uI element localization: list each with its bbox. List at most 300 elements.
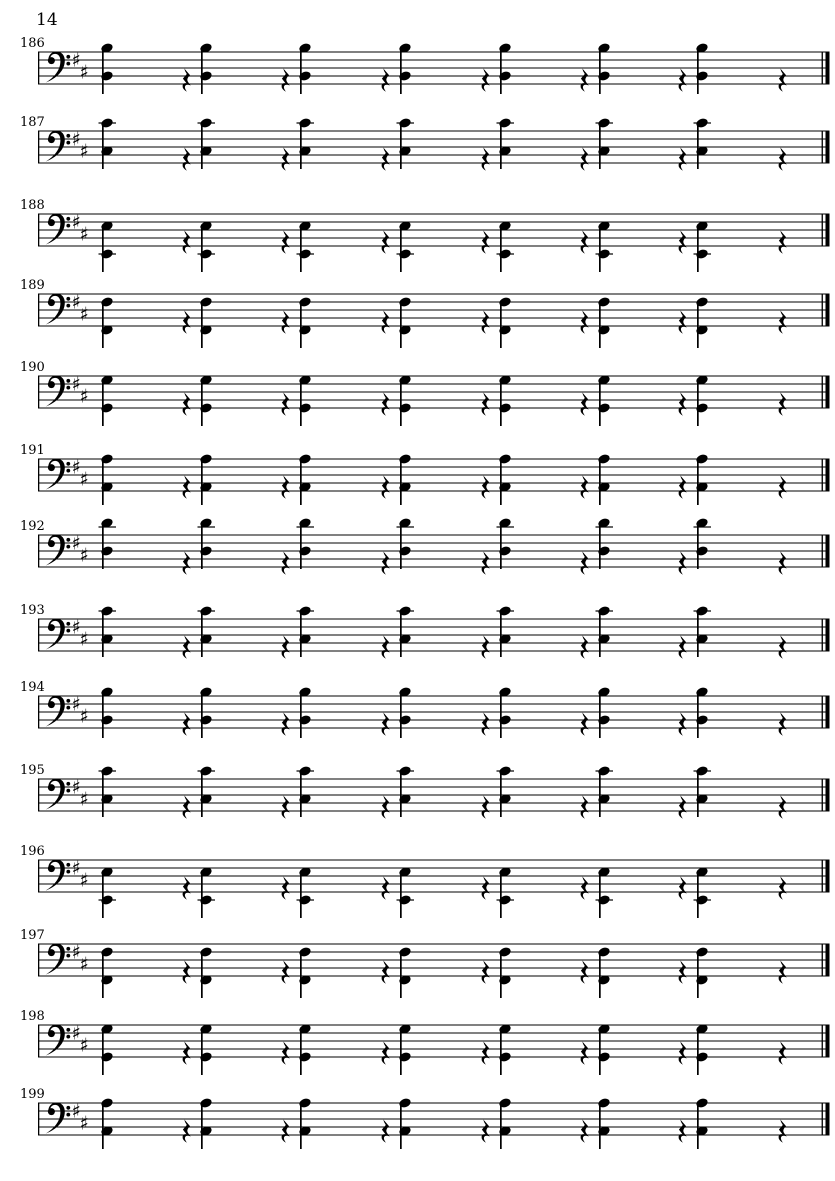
- final-barline-thin: [822, 52, 823, 84]
- note-chord: [199, 1097, 213, 1149]
- note-stem: [599, 523, 601, 569]
- quarter-rest-icon: [779, 311, 787, 334]
- bass-clef-icon: [46, 944, 71, 975]
- bass-clef-icon: [46, 535, 71, 566]
- note-chord: [100, 1097, 114, 1149]
- note-stem: [102, 523, 104, 569]
- quarter-rest-icon: [581, 1120, 589, 1143]
- quarter-rest-icon: [183, 713, 191, 736]
- quarter-rest-icon: [482, 961, 490, 984]
- quarter-rest-icon: [382, 476, 390, 499]
- quarter-rest-icon: [779, 231, 787, 254]
- start-barline: [38, 214, 39, 246]
- quarter-rest-icon: [581, 393, 589, 416]
- note-chord: [596, 765, 614, 817]
- note-chord: [597, 946, 611, 998]
- final-barline-thin: [822, 294, 823, 326]
- quarter-rest-icon: [282, 69, 290, 92]
- quarter-rest-icon: [482, 311, 490, 334]
- measure-number-label: 197: [20, 928, 45, 943]
- note-stem: [102, 611, 104, 657]
- quarter-rest-icon: [282, 311, 290, 334]
- note-stem: [697, 380, 699, 426]
- note-stem: [599, 459, 601, 505]
- note-chord: [398, 1097, 412, 1149]
- final-barline-thick: [826, 1103, 830, 1135]
- bass-clef-icon: [46, 696, 71, 727]
- note-stem: [400, 872, 402, 918]
- note-chord: [99, 765, 117, 817]
- quarter-rest-icon: [679, 393, 687, 416]
- note-stem: [102, 123, 104, 169]
- start-barline: [38, 779, 39, 811]
- final-barline-thick: [826, 696, 830, 728]
- note-chord: [198, 117, 216, 169]
- note-chord: [100, 946, 114, 998]
- bass-clef-icon: [46, 1103, 71, 1134]
- start-barline: [38, 294, 39, 326]
- note-stem: [400, 1103, 402, 1149]
- note-stem: [102, 952, 104, 998]
- note-stem: [102, 771, 104, 817]
- quarter-rest-icon: [779, 877, 787, 900]
- quarter-rest-icon: [679, 961, 687, 984]
- measure-number-label: 187: [20, 115, 45, 130]
- note-chord: [297, 117, 315, 169]
- note-stem: [500, 771, 502, 817]
- note-stem: [300, 771, 302, 817]
- key-signature-sharp-icon: ♯: [71, 1022, 81, 1045]
- note-stem: [500, 952, 502, 998]
- note-stem: [201, 48, 203, 94]
- quarter-rest-icon: [482, 1042, 490, 1065]
- quarter-rest-icon: [679, 796, 687, 819]
- note-chord: [397, 765, 415, 817]
- note-stem: [300, 692, 302, 738]
- quarter-rest-icon: [581, 796, 589, 819]
- key-signature-sharp-icon: ♯: [79, 140, 89, 163]
- start-barline: [38, 459, 39, 491]
- quarter-rest-icon: [482, 1120, 490, 1143]
- final-barline-thin: [822, 1025, 823, 1057]
- note-chord: [298, 946, 312, 998]
- note-chord: [298, 1097, 312, 1149]
- measure-number-label: 189: [20, 278, 45, 293]
- note-chord: [695, 453, 709, 505]
- quarter-rest-icon: [581, 961, 589, 984]
- note-stem: [102, 1103, 104, 1149]
- note-stem: [599, 302, 601, 348]
- note-stem: [400, 123, 402, 169]
- quarter-rest-icon: [183, 476, 191, 499]
- quarter-rest-icon: [183, 1042, 191, 1065]
- quarter-rest-icon: [679, 713, 687, 736]
- final-barline-thick: [826, 376, 830, 408]
- bass-clef-icon: [46, 214, 71, 245]
- note-stem: [599, 380, 601, 426]
- final-barline-thin: [822, 944, 823, 976]
- quarter-rest-icon: [183, 148, 191, 171]
- key-signature-sharp-icon: ♯: [71, 941, 81, 964]
- note-stem: [697, 523, 699, 569]
- note-chord: [694, 605, 712, 657]
- measure-number-label: 193: [20, 603, 45, 618]
- key-signature-sharp-icon: ♯: [71, 616, 81, 639]
- note-chord: [100, 453, 114, 505]
- quarter-rest-icon: [382, 1042, 390, 1065]
- quarter-rest-icon: [282, 393, 290, 416]
- quarter-rest-icon: [779, 713, 787, 736]
- note-chord: [596, 117, 614, 169]
- key-signature-sharp-icon: ♯: [71, 211, 81, 234]
- quarter-rest-icon: [382, 961, 390, 984]
- key-signature-sharp-icon: ♯: [79, 705, 89, 728]
- quarter-rest-icon: [282, 796, 290, 819]
- bass-clef-icon: [46, 779, 71, 810]
- note-chord: [497, 117, 515, 169]
- quarter-rest-icon: [382, 636, 390, 659]
- final-barline-thin: [822, 459, 823, 491]
- note-stem: [500, 380, 502, 426]
- note-stem: [102, 872, 104, 918]
- quarter-rest-icon: [581, 877, 589, 900]
- start-barline: [38, 619, 39, 651]
- quarter-rest-icon: [581, 476, 589, 499]
- final-barline-thick: [826, 535, 830, 567]
- note-chord: [596, 605, 614, 657]
- bass-clef-icon: [46, 619, 71, 650]
- note-stem: [599, 952, 601, 998]
- quarter-rest-icon: [282, 231, 290, 254]
- quarter-rest-icon: [183, 231, 191, 254]
- note-chord: [497, 765, 515, 817]
- measure-number-label: 194: [20, 680, 45, 695]
- quarter-rest-icon: [779, 961, 787, 984]
- note-chord: [597, 453, 611, 505]
- final-barline-thick: [826, 131, 830, 163]
- note-stem: [500, 692, 502, 738]
- note-chord: [298, 296, 312, 348]
- note-chord: [497, 605, 515, 657]
- quarter-rest-icon: [382, 148, 390, 171]
- key-signature-sharp-icon: ♯: [71, 1100, 81, 1123]
- quarter-rest-icon: [482, 69, 490, 92]
- note-stem: [599, 1029, 601, 1075]
- quarter-rest-icon: [581, 713, 589, 736]
- quarter-rest-icon: [382, 69, 390, 92]
- note-stem: [300, 952, 302, 998]
- note-stem: [102, 1029, 104, 1075]
- note-stem: [201, 123, 203, 169]
- quarter-rest-icon: [382, 713, 390, 736]
- note-stem: [599, 48, 601, 94]
- final-barline-thick: [826, 294, 830, 326]
- quarter-rest-icon: [779, 476, 787, 499]
- note-stem: [697, 302, 699, 348]
- note-stem: [697, 1103, 699, 1149]
- note-stem: [300, 123, 302, 169]
- quarter-rest-icon: [581, 231, 589, 254]
- start-barline: [38, 1103, 39, 1135]
- quarter-rest-icon: [482, 231, 490, 254]
- final-barline-thin: [822, 1103, 823, 1135]
- final-barline-thick: [826, 1025, 830, 1057]
- note-stem: [500, 872, 502, 918]
- quarter-rest-icon: [581, 1042, 589, 1065]
- quarter-rest-icon: [183, 636, 191, 659]
- final-barline-thick: [826, 459, 830, 491]
- bass-clef-icon: [46, 294, 71, 325]
- note-stem: [400, 302, 402, 348]
- quarter-rest-icon: [282, 1120, 290, 1143]
- quarter-rest-icon: [679, 552, 687, 575]
- quarter-rest-icon: [779, 1120, 787, 1143]
- key-signature-sharp-icon: ♯: [71, 373, 81, 396]
- quarter-rest-icon: [282, 877, 290, 900]
- staff-system: [0, 1075, 835, 1175]
- note-chord: [99, 117, 117, 169]
- quarter-rest-icon: [679, 1042, 687, 1065]
- note-stem: [599, 123, 601, 169]
- note-stem: [599, 771, 601, 817]
- quarter-rest-icon: [779, 636, 787, 659]
- start-barline: [38, 535, 39, 567]
- key-signature-sharp-icon: ♯: [71, 776, 81, 799]
- final-barline-thin: [822, 131, 823, 163]
- quarter-rest-icon: [382, 311, 390, 334]
- note-chord: [398, 946, 412, 998]
- measure-number-label: 188: [20, 198, 45, 213]
- note-chord: [298, 453, 312, 505]
- note-stem: [300, 1103, 302, 1149]
- key-signature-sharp-icon: ♯: [79, 468, 89, 491]
- quarter-rest-icon: [581, 636, 589, 659]
- note-chord: [199, 453, 213, 505]
- note-chord: [199, 946, 213, 998]
- key-signature-sharp-icon: ♯: [79, 1112, 89, 1135]
- key-signature-sharp-icon: ♯: [71, 128, 81, 151]
- note-stem: [201, 952, 203, 998]
- key-signature-sharp-icon: ♯: [71, 291, 81, 314]
- quarter-rest-icon: [382, 877, 390, 900]
- quarter-rest-icon: [382, 1120, 390, 1143]
- note-chord: [498, 946, 512, 998]
- note-chord: [695, 1097, 709, 1149]
- final-barline-thick: [826, 214, 830, 246]
- quarter-rest-icon: [679, 311, 687, 334]
- note-stem: [400, 523, 402, 569]
- key-signature-sharp-icon: ♯: [79, 869, 89, 892]
- note-stem: [599, 692, 601, 738]
- note-stem: [599, 872, 601, 918]
- bass-clef-icon: [46, 376, 71, 407]
- key-signature-sharp-icon: ♯: [71, 532, 81, 555]
- note-stem: [201, 611, 203, 657]
- key-signature-sharp-icon: ♯: [79, 1034, 89, 1057]
- quarter-rest-icon: [679, 1120, 687, 1143]
- note-stem: [300, 1029, 302, 1075]
- final-barline-thin: [822, 619, 823, 651]
- note-stem: [201, 1029, 203, 1075]
- key-signature-sharp-icon: ♯: [71, 857, 81, 880]
- note-chord: [498, 1097, 512, 1149]
- bass-clef-icon: [46, 860, 71, 891]
- note-stem: [500, 459, 502, 505]
- key-signature-sharp-icon: ♯: [79, 953, 89, 976]
- note-stem: [697, 1029, 699, 1075]
- quarter-rest-icon: [482, 148, 490, 171]
- note-stem: [300, 302, 302, 348]
- note-stem: [201, 872, 203, 918]
- quarter-rest-icon: [282, 961, 290, 984]
- start-barline: [38, 860, 39, 892]
- note-chord: [198, 605, 216, 657]
- measure-number-label: 192: [20, 519, 45, 534]
- note-chord: [198, 765, 216, 817]
- quarter-rest-icon: [183, 796, 191, 819]
- final-barline-thin: [822, 214, 823, 246]
- quarter-rest-icon: [183, 69, 191, 92]
- final-barline-thick: [826, 779, 830, 811]
- note-chord: [597, 1097, 611, 1149]
- note-stem: [500, 611, 502, 657]
- note-chord: [695, 946, 709, 998]
- note-stem: [697, 48, 699, 94]
- quarter-rest-icon: [581, 148, 589, 171]
- note-stem: [697, 611, 699, 657]
- quarter-rest-icon: [482, 552, 490, 575]
- quarter-rest-icon: [679, 69, 687, 92]
- note-stem: [500, 1029, 502, 1075]
- quarter-rest-icon: [679, 636, 687, 659]
- start-barline: [38, 376, 39, 408]
- quarter-rest-icon: [183, 311, 191, 334]
- quarter-rest-icon: [679, 231, 687, 254]
- note-stem: [697, 123, 699, 169]
- bass-clef-icon: [46, 131, 71, 162]
- note-stem: [102, 459, 104, 505]
- measure-number-label: 191: [20, 443, 45, 458]
- start-barline: [38, 696, 39, 728]
- key-signature-sharp-icon: ♯: [79, 544, 89, 567]
- note-stem: [102, 692, 104, 738]
- note-stem: [201, 1103, 203, 1149]
- note-stem: [201, 692, 203, 738]
- final-barline-thick: [826, 860, 830, 892]
- final-barline-thick: [826, 944, 830, 976]
- note-stem: [500, 302, 502, 348]
- note-stem: [201, 771, 203, 817]
- note-stem: [500, 1103, 502, 1149]
- note-stem: [400, 611, 402, 657]
- quarter-rest-icon: [581, 311, 589, 334]
- note-chord: [297, 765, 315, 817]
- measure-number-label: 190: [20, 360, 45, 375]
- quarter-rest-icon: [779, 393, 787, 416]
- quarter-rest-icon: [779, 148, 787, 171]
- note-chord: [694, 117, 712, 169]
- key-signature-sharp-icon: ♯: [79, 628, 89, 651]
- note-chord: [99, 605, 117, 657]
- quarter-rest-icon: [482, 636, 490, 659]
- final-barline-thin: [822, 535, 823, 567]
- note-stem: [201, 302, 203, 348]
- quarter-rest-icon: [382, 231, 390, 254]
- quarter-rest-icon: [482, 796, 490, 819]
- note-stem: [201, 380, 203, 426]
- note-stem: [300, 48, 302, 94]
- start-barline: [38, 131, 39, 163]
- quarter-rest-icon: [282, 552, 290, 575]
- quarter-rest-icon: [282, 476, 290, 499]
- note-stem: [300, 523, 302, 569]
- quarter-rest-icon: [282, 636, 290, 659]
- note-chord: [498, 296, 512, 348]
- note-stem: [300, 611, 302, 657]
- page-number: 14: [36, 10, 58, 30]
- note-chord: [397, 605, 415, 657]
- quarter-rest-icon: [581, 552, 589, 575]
- measure-number-label: 196: [20, 844, 45, 859]
- final-barline-thin: [822, 376, 823, 408]
- quarter-rest-icon: [779, 552, 787, 575]
- note-stem: [400, 380, 402, 426]
- note-stem: [300, 872, 302, 918]
- note-stem: [500, 48, 502, 94]
- bass-clef-icon: [46, 52, 71, 83]
- note-stem: [599, 611, 601, 657]
- note-stem: [201, 523, 203, 569]
- note-chord: [398, 453, 412, 505]
- key-signature-sharp-icon: ♯: [79, 223, 89, 246]
- note-chord: [694, 765, 712, 817]
- quarter-rest-icon: [779, 796, 787, 819]
- key-signature-sharp-icon: ♯: [71, 693, 81, 716]
- note-stem: [400, 48, 402, 94]
- quarter-rest-icon: [679, 148, 687, 171]
- final-barline-thin: [822, 696, 823, 728]
- note-stem: [300, 380, 302, 426]
- note-chord: [199, 296, 213, 348]
- quarter-rest-icon: [482, 476, 490, 499]
- key-signature-sharp-icon: ♯: [71, 49, 81, 72]
- note-stem: [697, 692, 699, 738]
- note-stem: [400, 771, 402, 817]
- final-barline-thick: [826, 52, 830, 84]
- note-stem: [102, 302, 104, 348]
- quarter-rest-icon: [282, 1042, 290, 1065]
- note-chord: [597, 296, 611, 348]
- bass-clef-icon: [46, 459, 71, 490]
- note-stem: [102, 48, 104, 94]
- key-signature-sharp-icon: ♯: [79, 303, 89, 326]
- note-stem: [500, 523, 502, 569]
- note-chord: [695, 296, 709, 348]
- quarter-rest-icon: [482, 713, 490, 736]
- quarter-rest-icon: [679, 877, 687, 900]
- start-barline: [38, 1025, 39, 1057]
- quarter-rest-icon: [183, 961, 191, 984]
- note-stem: [697, 459, 699, 505]
- note-stem: [400, 692, 402, 738]
- quarter-rest-icon: [482, 877, 490, 900]
- key-signature-sharp-icon: ♯: [79, 385, 89, 408]
- note-chord: [100, 296, 114, 348]
- quarter-rest-icon: [183, 1120, 191, 1143]
- key-signature-sharp-icon: ♯: [79, 61, 89, 84]
- measure-number-label: 186: [20, 36, 45, 51]
- final-barline-thin: [822, 779, 823, 811]
